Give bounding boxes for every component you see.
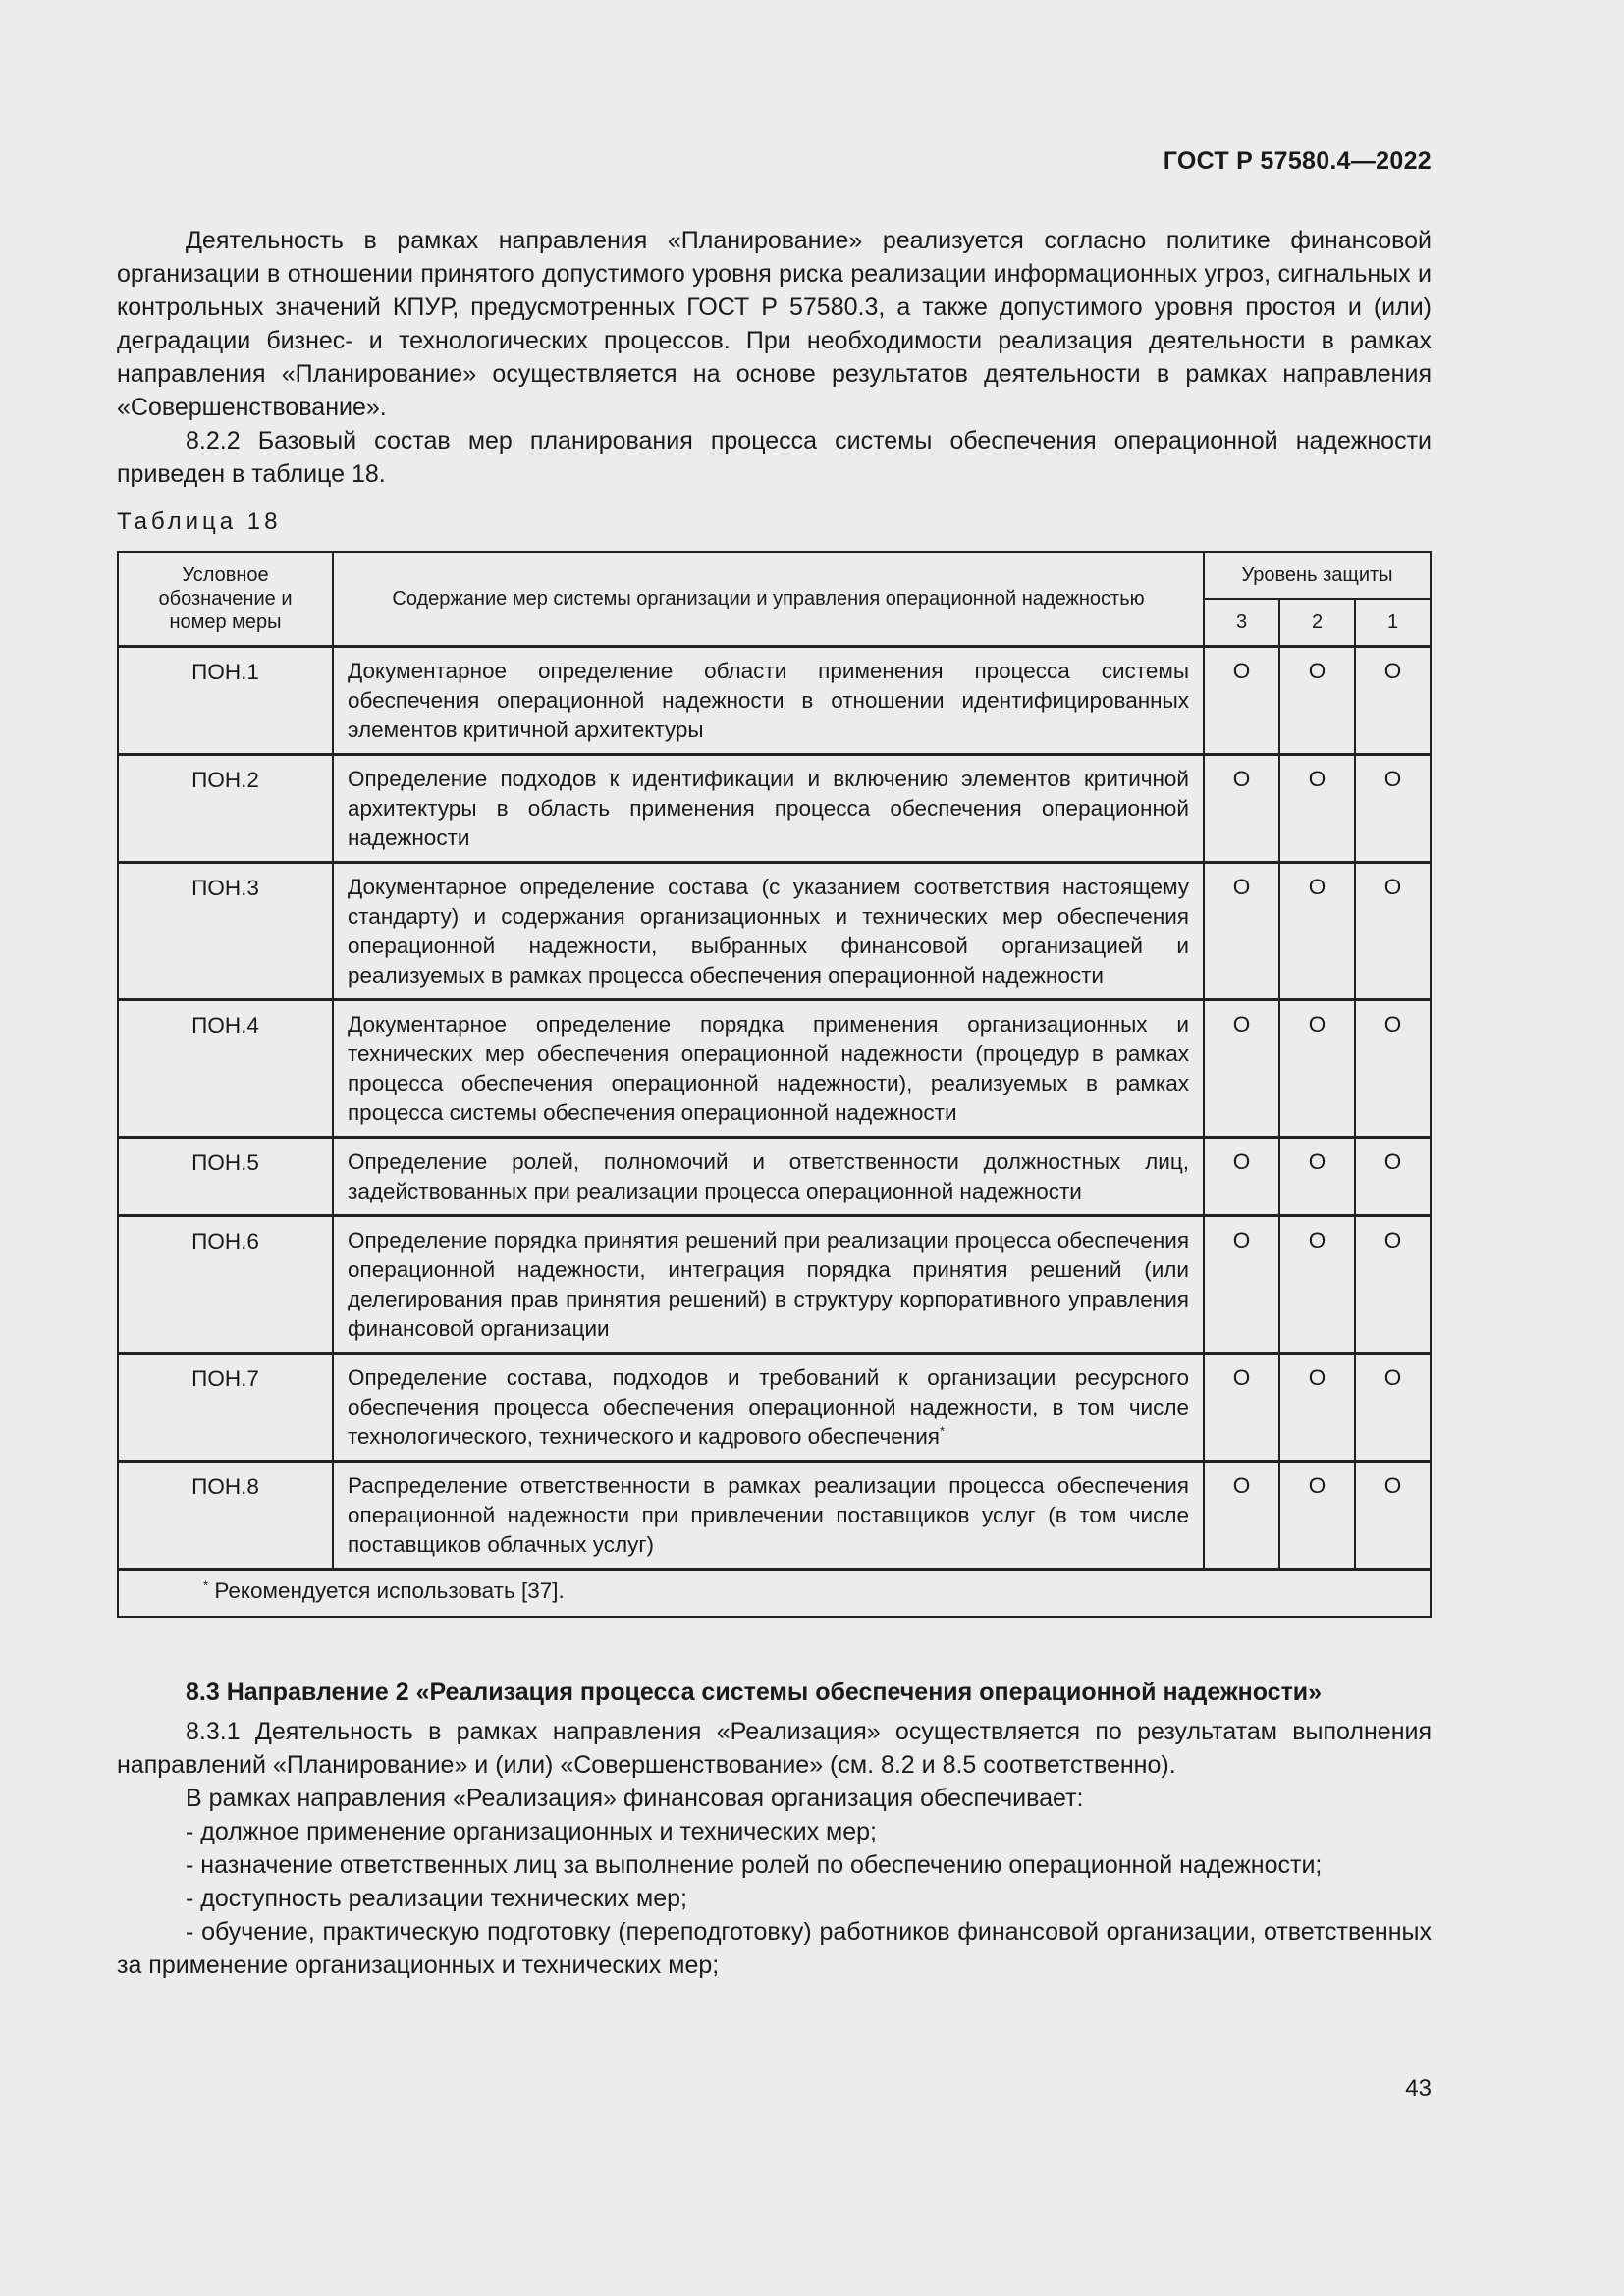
table-footnote-row [118,1570,1431,1618]
measure-description-text: Определение состава, подходов и требований к организации ресурсного обеспечения процесса обеспечения операционной надежности, в том числе технологического, технического и кадрового обеспечения [348,1365,1189,1449]
table-row [118,1216,1431,1354]
level-3-mark: О [1204,1462,1279,1570]
measure-code: ПОН.7 [118,1354,333,1462]
level-1-mark: О [1355,1000,1431,1138]
table-row [118,1354,1431,1462]
level-1-mark: О [1355,1216,1431,1354]
table-header-row [118,552,1431,599]
measure-description: Документарное определение области применения процесса системы обеспечения операционной надежности в отношении идентифицированных элементов критичной архитектуры [333,647,1204,755]
measure-code: ПОН.5 [118,1138,333,1216]
level-2-mark: О [1279,1000,1355,1138]
measure-description: Документарное определение порядка применения организационных и технических мер обеспечения операционной надежности (процедур в рамках процесса обеспечения операционной надежности), реализуемых в рамках процесса системы обеспечения операционной надежности [333,1000,1204,1138]
footnote-marker: * [203,1577,209,1593]
section-8-3 [117,1676,1432,1982]
section-paragraph-2: В рамках направления «Реализация» финансовая организация обеспечивает: [186,1785,1084,1812]
intro-paragraph-1: Деятельность в рамках направления «Планирование» реализуется согласно политике финансовой организации в отношении принятого допустимого уровня риска реализации информационных угроз, сигнальных и контрольных значений КПУР, предусмотренных ГОСТ Р 57580.3, а также допустимого уровня простоя и (или) деградации бизнес- и технологических процессов. При необходимости реализация деятельности в рамках направления «Планирование» осуществляется на основе результатов деятельности в рамках направления «Совершенствование». [117,227,1432,421]
table-row [118,647,1431,755]
level-1-mark: О [1355,1354,1431,1462]
measure-description: Определение ролей, полномочий и ответственности должностных лиц, задействованных при реализации процесса операционной надежности [333,1138,1204,1216]
level-2-mark: О [1279,1216,1355,1354]
level-1-mark: О [1355,863,1431,1000]
table-footnote [118,1570,1431,1618]
table-caption: Таблица 18 [117,508,282,535]
table-row [118,1000,1431,1138]
level-3-mark: О [1204,755,1279,863]
list-item: - обучение, практическую подготовку (переподготовку) работников финансовой организации, ответственных за применение организационных и технических мер; [117,1918,1432,1979]
level-2-mark: О [1279,755,1355,863]
measure-code: ПОН.3 [118,863,333,1000]
list-item: - доступность реализации технических мер; [186,1885,687,1912]
footnote-text: Рекомендуется использовать [37]. [214,1578,565,1603]
table-row [118,863,1431,1000]
list-item: - должное применение организационных и технических мер; [186,1818,877,1845]
document-code-header: ГОСТ Р 57580.4—2022 [1163,147,1432,175]
level-3-mark: О [1204,863,1279,1000]
table-row [118,755,1431,863]
level-3-mark: О [1204,1138,1279,1216]
measure-description [333,1354,1204,1462]
measure-code: ПОН.1 [118,647,333,755]
measure-code: ПОН.6 [118,1216,333,1354]
measure-code: ПОН.8 [118,1462,333,1570]
level-2-mark: О [1279,1462,1355,1570]
level-3-mark: О [1204,1216,1279,1354]
header-level-2: 2 [1279,599,1355,647]
table-row [118,1462,1431,1570]
measure-description: Определение порядка принятия решений при реализации процесса обеспечения операционной надежности, интеграция порядка принятия решений (или делегирования прав принятия решений) в структуру корпоративного управления финансовой организации [333,1216,1204,1354]
level-1-mark: О [1355,755,1431,863]
section-paragraph-1: 8.3.1 Деятельность в рамках направления «Реализация» осуществляется по результатам выполнения направлений «Планирование» и (или) «Совершенствование» (см. 8.2 и 8.5 соответственно). [117,1718,1432,1779]
measure-description: Определение подходов к идентификации и включению элементов критичной архитектуры в область применения процесса обеспечения операционной надежности [333,755,1204,863]
level-2-mark: О [1279,1354,1355,1462]
level-1-mark: О [1355,1462,1431,1570]
measure-code: ПОН.2 [118,755,333,863]
header-content: Содержание мер системы организации и управления операционной надежностью [333,552,1204,647]
section-title: 8.3 Направление 2 «Реализация процесса системы обеспечения операционной надежности» [186,1679,1323,1706]
intro-text [117,224,1432,491]
measures-table [117,551,1432,1618]
level-1-mark: О [1355,647,1431,755]
header-level-3: 3 [1204,599,1279,647]
table-row [118,1138,1431,1216]
level-2-mark: О [1279,1138,1355,1216]
measure-description: Документарное определение состава (с указанием соответствия настоящему стандарту) и содержания организационных и технических мер обеспечения операционной надежности, выбранных финансовой организацией и реализуемых в рамках процесса обеспечения операционной надежности [333,863,1204,1000]
level-2-mark: О [1279,647,1355,755]
header-code: Условное обозначение и номер меры [118,552,333,647]
intro-paragraph-2: 8.2.2 Базовый состав мер планирования процесса системы обеспечения операционной надежности приведен в таблице 18. [117,427,1432,488]
level-3-mark: О [1204,647,1279,755]
footnote-marker: * [939,1423,946,1439]
header-protection-level: Уровень защиты [1204,552,1431,599]
measure-code: ПОН.4 [118,1000,333,1138]
level-3-mark: О [1204,1000,1279,1138]
page-number: 43 [1405,2075,1432,2102]
measure-description: Распределение ответственности в рамках реализации процесса обеспечения операционной надежности при привлечении поставщиков услуг (в том числе поставщиков облачных услуг) [333,1462,1204,1570]
level-2-mark: О [1279,863,1355,1000]
header-level-1: 1 [1355,599,1431,647]
level-3-mark: О [1204,1354,1279,1462]
list-item: - назначение ответственных лиц за выполнение ролей по обеспечению операционной надежности; [186,1851,1323,1879]
level-1-mark: О [1355,1138,1431,1216]
